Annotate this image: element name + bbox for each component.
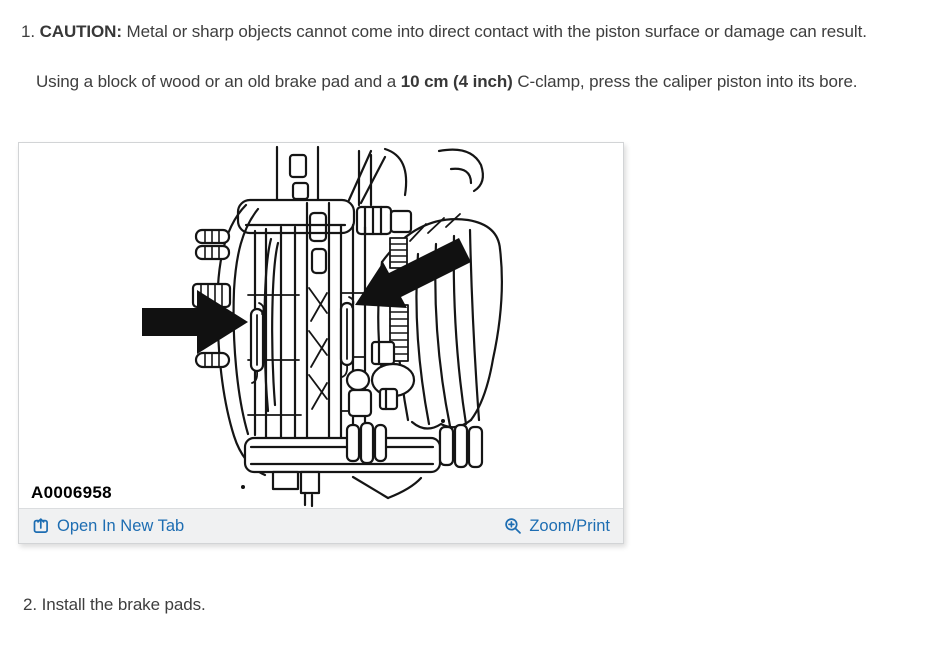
- magnifier-plus-icon: [504, 517, 522, 535]
- instruction-text-pre: Using a block of wood or an old brake pad and a: [36, 72, 397, 91]
- open-in-new-tab-label: Open In New Tab: [57, 516, 185, 535]
- step-1-instruction: [36, 71, 857, 92]
- caution-label: CAUTION:: [39, 22, 122, 41]
- clamp-size-text: 10 cm (4 inch): [400, 72, 513, 91]
- open-in-new-tab-link[interactable]: [32, 517, 184, 536]
- step-1-number: 1.: [21, 22, 35, 41]
- step-2: [23, 594, 206, 615]
- step-1-caution: [21, 21, 867, 42]
- figure-id-label: A0006958: [31, 483, 112, 502]
- brake-caliper-diagram: [19, 143, 623, 508]
- step-2-number: 2.: [23, 595, 37, 614]
- zoom-print-label: Zoom/Print: [529, 516, 610, 535]
- instruction-text-post: C-clamp, press the caliper piston into its bore.: [517, 72, 858, 91]
- caliper-line-drawing: [19, 143, 623, 508]
- step-2-text: Install the brake pads.: [41, 595, 206, 614]
- diagram-toolbar: [19, 508, 623, 543]
- zoom-print-link[interactable]: [504, 517, 610, 536]
- figure-panel: [18, 142, 624, 544]
- open-in-new-tab-icon: [32, 517, 50, 535]
- caution-text: Metal or sharp objects cannot come into direct contact with the piston surface or damage can result.: [126, 22, 867, 41]
